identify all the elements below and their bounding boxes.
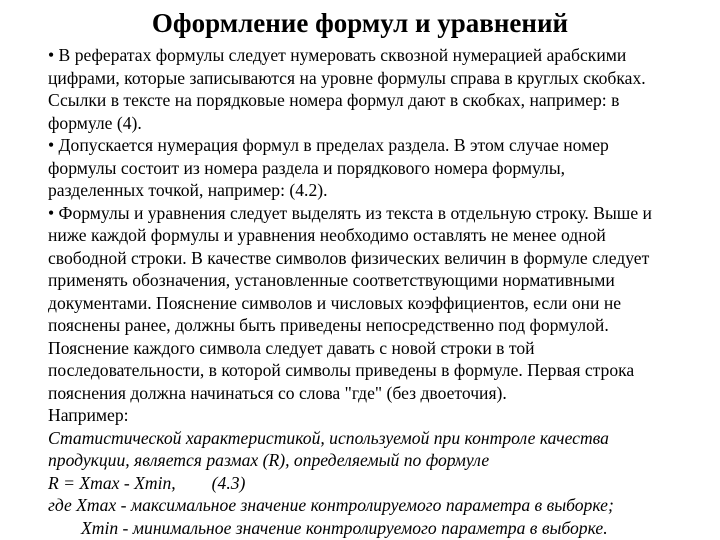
body-line: Ссылки в тексте на порядковые номера формул дают в скобках, например: в — [48, 90, 620, 110]
body-line: Например: — [48, 405, 129, 425]
body-line: разделенных точкой, например: (4.2). — [48, 180, 328, 200]
body-line: • Формулы и уравнения следует выделять из текста в отдельную строку. Выше и — [48, 202, 652, 223]
body-line: последовательности, в которой символы приведены в формуле. Первая строка — [48, 360, 635, 380]
body-line: пояснения должна начинаться со слова "где" (без двоеточия). — [48, 382, 507, 403]
body-line: цифрами, которые записываются на уровне формулы справа в круглых скобках. — [48, 67, 646, 88]
body-line: пояснены ранее, должны быть приведены непосредственно под формулой. — [48, 315, 609, 335]
slide-body — [48, 44, 688, 539]
example-line: продукции, является размах (R), определяемый по формуле — [48, 450, 490, 470]
example-line: Статистической характеристикой, используемой при контроле качества — [48, 427, 609, 448]
where-line: где Xmax - максимальное значение контролируемого параметра в выборке; — [48, 495, 614, 515]
body-line: документами. Пояснение символов и числовых коэффициентов, если они не — [48, 292, 622, 313]
body-line: свободной строки. В качестве символов физических величин в формуле следует — [48, 247, 650, 268]
body-line: формулы состоит из номера раздела и порядкового номера формулы, — [48, 157, 566, 178]
formula-line — [48, 472, 688, 495]
xmin-line: Xmin - минимальное значение контролируемого параметра в выборке. — [81, 517, 608, 538]
formula-number: (4.3) — [211, 472, 246, 493]
body-line: формуле (4). — [48, 112, 142, 133]
body-line: • Допускается нумерация формул в пределах раздела. В этом случае номер — [48, 135, 609, 155]
body-line: Пояснение каждого символа следует давать с новой строки в той — [48, 337, 535, 358]
body-line: • В рефератах формулы следует нумеровать сквозной нумерацией арабскими — [48, 45, 627, 65]
formula: R = Xmax - Xmin, — [48, 472, 176, 493]
slide-title: Оформление формул и уравнений — [151, 8, 569, 38]
body-line: применять обозначения, установленные соответствующими нормативными — [48, 270, 615, 290]
body-line: ниже каждой формулы и уравнения необходимо оставлять не менее одной — [48, 225, 606, 245]
